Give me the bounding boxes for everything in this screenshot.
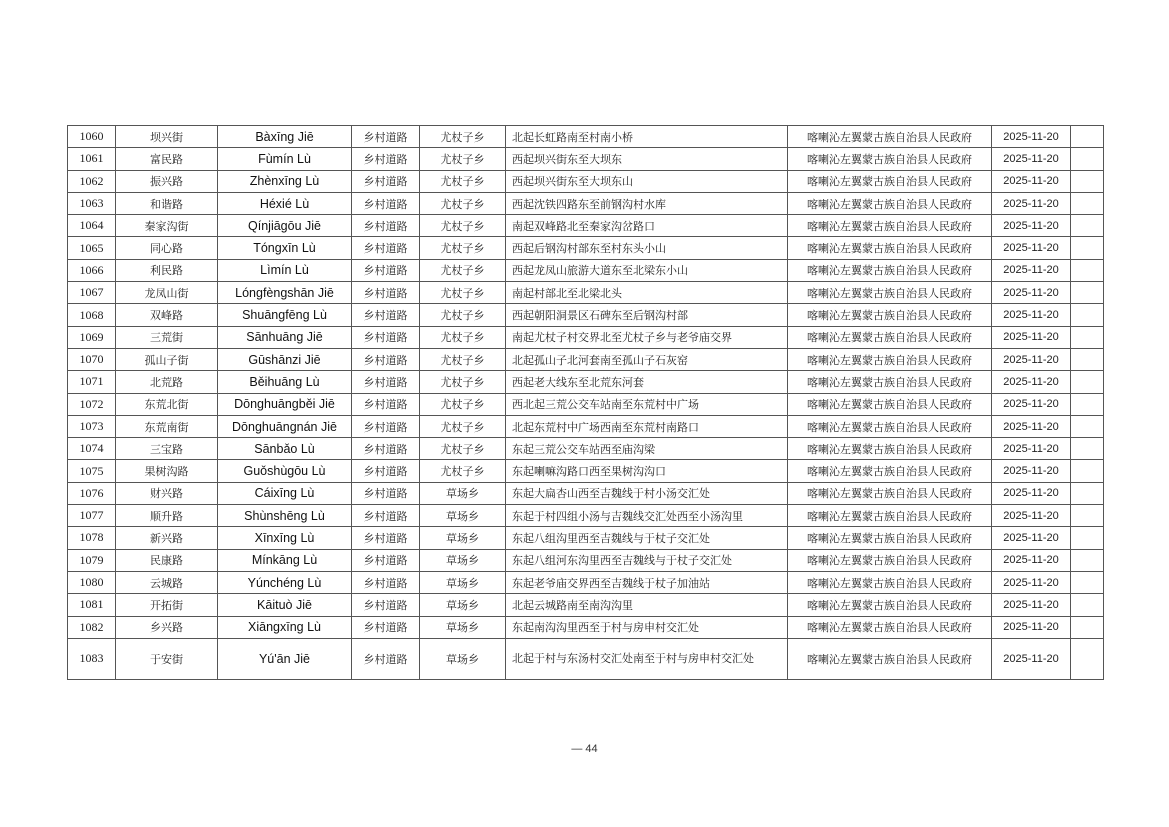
approval-date: 2025-11-20 [992, 326, 1071, 348]
approval-date: 2025-11-20 [992, 348, 1071, 370]
road-type: 乡村道路 [352, 638, 420, 679]
road-description: 西起沈铁四路东至前钢沟村水库 [506, 192, 788, 214]
road-pinyin: Kāituò Jiē [218, 594, 352, 616]
road-description: 东起八组沟里西至吉魏线与于杖子交汇处 [506, 527, 788, 549]
township: 草场乡 [420, 527, 506, 549]
road-name: 三荒街 [116, 326, 218, 348]
road-pinyin: Mínkāng Lù [218, 549, 352, 571]
township: 尤杖子乡 [420, 415, 506, 437]
road-description: 西起后钢沟村部东至村东头小山 [506, 237, 788, 259]
road-type: 乡村道路 [352, 549, 420, 571]
approving-authority: 喀喇沁左翼蒙古族自治县人民政府 [788, 482, 992, 504]
road-type: 乡村道路 [352, 393, 420, 415]
row-number: 1075 [68, 460, 116, 482]
approving-authority: 喀喇沁左翼蒙古族自治县人民政府 [788, 571, 992, 593]
road-type: 乡村道路 [352, 348, 420, 370]
road-type: 乡村道路 [352, 594, 420, 616]
approving-authority: 喀喇沁左翼蒙古族自治县人民政府 [788, 505, 992, 527]
road-name: 同心路 [116, 237, 218, 259]
road-description: 西北起三荒公交车站南至东荒村中广场 [506, 393, 788, 415]
remarks-cell [1071, 616, 1104, 638]
approval-date: 2025-11-20 [992, 571, 1071, 593]
road-pinyin: Héxié Lù [218, 192, 352, 214]
approval-date: 2025-11-20 [992, 192, 1071, 214]
township: 尤杖子乡 [420, 326, 506, 348]
road-name: 财兴路 [116, 482, 218, 504]
remarks-cell [1071, 393, 1104, 415]
road-type: 乡村道路 [352, 215, 420, 237]
table-row [68, 215, 1104, 237]
approving-authority: 喀喇沁左翼蒙古族自治县人民政府 [788, 415, 992, 437]
approving-authority: 喀喇沁左翼蒙古族自治县人民政府 [788, 438, 992, 460]
road-description: 东起喇嘛沟路口西至果树沟沟口 [506, 460, 788, 482]
road-pinyin: Sānbǎo Lù [218, 438, 352, 460]
road-description: 东起南沟沟里西至于村与房申村交汇处 [506, 616, 788, 638]
township: 尤杖子乡 [420, 460, 506, 482]
road-description: 北起云城路南至南沟沟里 [506, 594, 788, 616]
remarks-cell [1071, 482, 1104, 504]
row-number: 1068 [68, 304, 116, 326]
table-row [68, 460, 1104, 482]
road-type: 乡村道路 [352, 126, 420, 148]
approving-authority: 喀喇沁左翼蒙古族自治县人民政府 [788, 616, 992, 638]
row-number: 1069 [68, 326, 116, 348]
remarks-cell [1071, 594, 1104, 616]
row-number: 1076 [68, 482, 116, 504]
road-description: 西起朝阳洞景区石碑东至后钢沟村部 [506, 304, 788, 326]
road-pinyin: Lóngfèngshān Jiē [218, 282, 352, 304]
road-type: 乡村道路 [352, 282, 420, 304]
approval-date: 2025-11-20 [992, 638, 1071, 679]
remarks-cell [1071, 126, 1104, 148]
road-pinyin: Sānhuāng Jiē [218, 326, 352, 348]
row-number: 1063 [68, 192, 116, 214]
remarks-cell [1071, 304, 1104, 326]
approving-authority: 喀喇沁左翼蒙古族自治县人民政府 [788, 237, 992, 259]
road-type: 乡村道路 [352, 170, 420, 192]
table-row [68, 549, 1104, 571]
township: 尤杖子乡 [420, 170, 506, 192]
road-pinyin: Yú'ān Jiē [218, 638, 352, 679]
remarks-cell [1071, 415, 1104, 437]
row-number: 1079 [68, 549, 116, 571]
approval-date: 2025-11-20 [992, 549, 1071, 571]
township: 尤杖子乡 [420, 237, 506, 259]
road-description: 西起坝兴街东至大坝东山 [506, 170, 788, 192]
road-pinyin: Xiāngxīng Lù [218, 616, 352, 638]
road-name: 孤山子街 [116, 348, 218, 370]
approval-date: 2025-11-20 [992, 393, 1071, 415]
road-name: 龙凤山街 [116, 282, 218, 304]
road-type: 乡村道路 [352, 438, 420, 460]
approving-authority: 喀喇沁左翼蒙古族自治县人民政府 [788, 192, 992, 214]
road-type: 乡村道路 [352, 326, 420, 348]
approval-date: 2025-11-20 [992, 371, 1071, 393]
table-row [68, 393, 1104, 415]
road-type: 乡村道路 [352, 482, 420, 504]
road-name: 利民路 [116, 259, 218, 281]
table-row [68, 148, 1104, 170]
table-row [68, 170, 1104, 192]
approving-authority: 喀喇沁左翼蒙古族自治县人民政府 [788, 148, 992, 170]
approving-authority: 喀喇沁左翼蒙古族自治县人民政府 [788, 126, 992, 148]
approval-date: 2025-11-20 [992, 170, 1071, 192]
approving-authority: 喀喇沁左翼蒙古族自治县人民政府 [788, 527, 992, 549]
township: 草场乡 [420, 505, 506, 527]
road-pinyin: Yúnchéng Lù [218, 571, 352, 593]
road-pinyin: Zhènxīng Lù [218, 170, 352, 192]
table-row [68, 638, 1104, 679]
road-description: 西起坝兴街东至大坝东 [506, 148, 788, 170]
road-type: 乡村道路 [352, 415, 420, 437]
road-description: 北起东荒村中广场西南至东荒村南路口 [506, 415, 788, 437]
table-row [68, 326, 1104, 348]
table-row [68, 616, 1104, 638]
township: 尤杖子乡 [420, 371, 506, 393]
road-description: 东起老爷庙交界西至吉魏线于杖子加油站 [506, 571, 788, 593]
row-number: 1077 [68, 505, 116, 527]
approving-authority: 喀喇沁左翼蒙古族自治县人民政府 [788, 215, 992, 237]
approval-date: 2025-11-20 [992, 215, 1071, 237]
road-pinyin: Xīnxīng Lù [218, 527, 352, 549]
road-type: 乡村道路 [352, 259, 420, 281]
approval-date: 2025-11-20 [992, 237, 1071, 259]
approval-date: 2025-11-20 [992, 460, 1071, 482]
remarks-cell [1071, 282, 1104, 304]
road-name: 开拓街 [116, 594, 218, 616]
approval-date: 2025-11-20 [992, 415, 1071, 437]
road-name: 于安街 [116, 638, 218, 679]
row-number: 1082 [68, 616, 116, 638]
remarks-cell [1071, 259, 1104, 281]
remarks-cell [1071, 237, 1104, 259]
table-row [68, 594, 1104, 616]
table-row [68, 482, 1104, 504]
road-name: 果树沟路 [116, 460, 218, 482]
row-number: 1064 [68, 215, 116, 237]
road-description: 南起村部北至北梁北头 [506, 282, 788, 304]
road-name: 新兴路 [116, 527, 218, 549]
approval-date: 2025-11-20 [992, 505, 1071, 527]
road-name: 云城路 [116, 571, 218, 593]
approval-date: 2025-11-20 [992, 527, 1071, 549]
township: 尤杖子乡 [420, 215, 506, 237]
remarks-cell [1071, 348, 1104, 370]
remarks-cell [1071, 505, 1104, 527]
approving-authority: 喀喇沁左翼蒙古族自治县人民政府 [788, 282, 992, 304]
road-name: 顺升路 [116, 505, 218, 527]
row-number: 1060 [68, 126, 116, 148]
row-number: 1072 [68, 393, 116, 415]
remarks-cell [1071, 326, 1104, 348]
road-name: 东荒南街 [116, 415, 218, 437]
road-description: 东起八组河东沟里西至吉魏线与于杖子交汇处 [506, 549, 788, 571]
table-row [68, 527, 1104, 549]
remarks-cell [1071, 215, 1104, 237]
road-pinyin: Bàxīng Jiē [218, 126, 352, 148]
road-pinyin: Guǒshùgōu Lù [218, 460, 352, 482]
approving-authority: 喀喇沁左翼蒙古族自治县人民政府 [788, 170, 992, 192]
table-row [68, 126, 1104, 148]
table-row [68, 282, 1104, 304]
approving-authority: 喀喇沁左翼蒙古族自治县人民政府 [788, 638, 992, 679]
road-name: 北荒路 [116, 371, 218, 393]
road-description: 南起尤杖子村交界北至尤杖子乡与老爷庙交界 [506, 326, 788, 348]
road-pinyin: Lìmín Lù [218, 259, 352, 281]
township: 尤杖子乡 [420, 348, 506, 370]
road-name: 振兴路 [116, 170, 218, 192]
road-name: 民康路 [116, 549, 218, 571]
table-row [68, 348, 1104, 370]
table-row [68, 192, 1104, 214]
approving-authority: 喀喇沁左翼蒙古族自治县人民政府 [788, 393, 992, 415]
approving-authority: 喀喇沁左翼蒙古族自治县人民政府 [788, 594, 992, 616]
table-row [68, 438, 1104, 460]
road-name: 东荒北街 [116, 393, 218, 415]
remarks-cell [1071, 438, 1104, 460]
remarks-cell [1071, 571, 1104, 593]
remarks-cell [1071, 148, 1104, 170]
row-number: 1073 [68, 415, 116, 437]
township: 草场乡 [420, 594, 506, 616]
township: 尤杖子乡 [420, 393, 506, 415]
approving-authority: 喀喇沁左翼蒙古族自治县人民政府 [788, 460, 992, 482]
township: 尤杖子乡 [420, 126, 506, 148]
row-number: 1062 [68, 170, 116, 192]
remarks-cell [1071, 460, 1104, 482]
approval-date: 2025-11-20 [992, 594, 1071, 616]
approving-authority: 喀喇沁左翼蒙古族自治县人民政府 [788, 259, 992, 281]
road-pinyin: Dōnghuāngnán Jiē [218, 415, 352, 437]
row-number: 1071 [68, 371, 116, 393]
road-name: 乡兴路 [116, 616, 218, 638]
road-pinyin: Shuāngfēng Lù [218, 304, 352, 326]
road-names-table [67, 125, 1104, 680]
table-row [68, 505, 1104, 527]
road-type: 乡村道路 [352, 148, 420, 170]
road-name: 双峰路 [116, 304, 218, 326]
road-type: 乡村道路 [352, 237, 420, 259]
row-number: 1067 [68, 282, 116, 304]
road-type: 乡村道路 [352, 304, 420, 326]
row-number: 1083 [68, 638, 116, 679]
row-number: 1066 [68, 259, 116, 281]
township: 草场乡 [420, 482, 506, 504]
road-pinyin: Shùnshēng Lù [218, 505, 352, 527]
road-pinyin: Tóngxīn Lù [218, 237, 352, 259]
page-number: — 44 [571, 743, 598, 755]
approving-authority: 喀喇沁左翼蒙古族自治县人民政府 [788, 326, 992, 348]
approving-authority: 喀喇沁左翼蒙古族自治县人民政府 [788, 304, 992, 326]
approving-authority: 喀喇沁左翼蒙古族自治县人民政府 [788, 348, 992, 370]
row-number: 1061 [68, 148, 116, 170]
township: 草场乡 [420, 616, 506, 638]
road-description: 西起老大线东至北荒东河套 [506, 371, 788, 393]
township: 尤杖子乡 [420, 304, 506, 326]
approving-authority: 喀喇沁左翼蒙古族自治县人民政府 [788, 549, 992, 571]
township: 草场乡 [420, 638, 506, 679]
row-number: 1065 [68, 237, 116, 259]
township: 草场乡 [420, 549, 506, 571]
road-pinyin: Gūshānzi Jiē [218, 348, 352, 370]
township: 尤杖子乡 [420, 438, 506, 460]
remarks-cell [1071, 549, 1104, 571]
remarks-cell [1071, 638, 1104, 679]
table-row [68, 304, 1104, 326]
approving-authority: 喀喇沁左翼蒙古族自治县人民政府 [788, 371, 992, 393]
row-number: 1078 [68, 527, 116, 549]
road-type: 乡村道路 [352, 527, 420, 549]
road-pinyin: Qínjiāgōu Jiē [218, 215, 352, 237]
road-pinyin: Cáixīng Lù [218, 482, 352, 504]
road-type: 乡村道路 [352, 571, 420, 593]
row-number: 1070 [68, 348, 116, 370]
road-pinyin: Dōnghuāngběi Jiē [218, 393, 352, 415]
road-type: 乡村道路 [352, 371, 420, 393]
township: 尤杖子乡 [420, 192, 506, 214]
row-number: 1080 [68, 571, 116, 593]
road-name: 富民路 [116, 148, 218, 170]
approval-date: 2025-11-20 [992, 148, 1071, 170]
township: 尤杖子乡 [420, 148, 506, 170]
remarks-cell [1071, 527, 1104, 549]
approval-date: 2025-11-20 [992, 482, 1071, 504]
road-description: 北起长虹路南至村南小桥 [506, 126, 788, 148]
road-type: 乡村道路 [352, 616, 420, 638]
road-description: 北起孤山子北河套南至孤山子石灰窑 [506, 348, 788, 370]
road-type: 乡村道路 [352, 192, 420, 214]
approval-date: 2025-11-20 [992, 259, 1071, 281]
township: 草场乡 [420, 571, 506, 593]
approval-date: 2025-11-20 [992, 282, 1071, 304]
road-description: 东起大扁杏山西至吉魏线于村小汤交汇处 [506, 482, 788, 504]
table-row [68, 259, 1104, 281]
approval-date: 2025-11-20 [992, 616, 1071, 638]
remarks-cell [1071, 371, 1104, 393]
road-name: 坝兴街 [116, 126, 218, 148]
row-number: 1074 [68, 438, 116, 460]
row-number: 1081 [68, 594, 116, 616]
road-description: 南起双峰路北至秦家沟岔路口 [506, 215, 788, 237]
approval-date: 2025-11-20 [992, 126, 1071, 148]
table-body [68, 126, 1104, 680]
road-description: 东起三荒公交车站西至庙沟梁 [506, 438, 788, 460]
road-name: 秦家沟街 [116, 215, 218, 237]
township: 尤杖子乡 [420, 259, 506, 281]
approval-date: 2025-11-20 [992, 438, 1071, 460]
road-name: 和谐路 [116, 192, 218, 214]
table-row [68, 571, 1104, 593]
approval-date: 2025-11-20 [992, 304, 1071, 326]
remarks-cell [1071, 192, 1104, 214]
road-pinyin: Fùmín Lù [218, 148, 352, 170]
road-type: 乡村道路 [352, 505, 420, 527]
table-row [68, 371, 1104, 393]
road-description: 西起龙凤山旅游大道东至北梁东小山 [506, 259, 788, 281]
road-description: 北起于村与东汤村交汇处南至于村与房申村交汇处 [506, 638, 788, 679]
road-pinyin: Běihuāng Lù [218, 371, 352, 393]
road-name: 三宝路 [116, 438, 218, 460]
remarks-cell [1071, 170, 1104, 192]
table-row [68, 415, 1104, 437]
road-type: 乡村道路 [352, 460, 420, 482]
township: 尤杖子乡 [420, 282, 506, 304]
road-description: 东起于村四组小汤与吉魏线交汇处西至小汤沟里 [506, 505, 788, 527]
table-row [68, 237, 1104, 259]
